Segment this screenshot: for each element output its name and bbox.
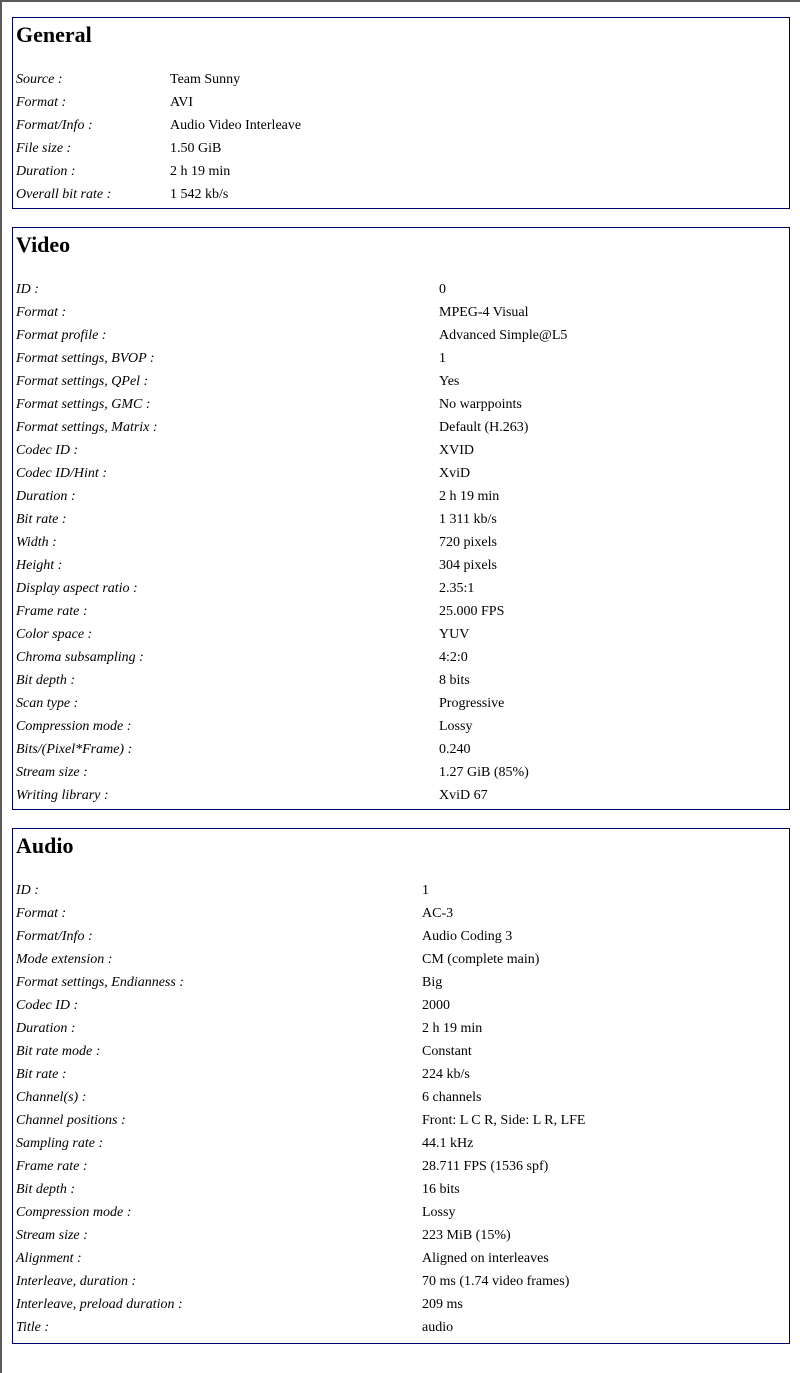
table-row: [16, 137, 786, 160]
field-label: ID :: [16, 883, 39, 898]
field-value: 2 h 19 min: [170, 164, 231, 179]
field-label: Channel positions :: [16, 1113, 126, 1128]
field-label: Bits/(Pixel*Frame) :: [16, 742, 133, 757]
table-row: [16, 554, 786, 577]
field-label: ID :: [16, 282, 39, 297]
table-row: [16, 1247, 786, 1270]
field-label: Format :: [16, 305, 67, 320]
field-label: Duration :: [16, 489, 76, 504]
table-row: [16, 531, 786, 554]
field-value: 224 kb/s: [422, 1067, 470, 1082]
field-value: Audio Coding 3: [422, 929, 513, 944]
table-row: [16, 370, 786, 393]
field-label: Sampling rate :: [16, 1136, 104, 1151]
field-value: AVI: [170, 95, 194, 110]
field-value: MPEG-4 Visual: [439, 305, 529, 320]
table-row: [16, 1155, 786, 1178]
field-label: Bit rate :: [16, 512, 67, 527]
field-label: Format/Info :: [16, 929, 93, 944]
field-label: Scan type :: [16, 696, 79, 711]
table-row: [16, 347, 786, 370]
field-label: Compression mode :: [16, 1205, 132, 1220]
field-value: 2 h 19 min: [422, 1021, 483, 1036]
table-row: [16, 160, 786, 183]
field-label: Duration :: [16, 164, 76, 179]
field-value: Big: [422, 975, 443, 990]
field-value: 8 bits: [439, 673, 470, 688]
field-value: Advanced Simple@L5: [439, 328, 568, 343]
table-row: [16, 1017, 786, 1040]
section-title: General: [16, 22, 92, 47]
table-row: [16, 1270, 786, 1293]
table-row: [16, 1293, 786, 1316]
field-label: Codec ID/Hint :: [16, 466, 107, 481]
table-row: [16, 278, 786, 301]
field-value: CM (complete main): [422, 952, 540, 967]
table-row: [16, 91, 786, 114]
field-label: Format settings, Matrix :: [16, 420, 158, 435]
field-value: 223 MiB (15%): [422, 1228, 511, 1243]
field-label: Interleave, duration :: [16, 1274, 137, 1289]
field-value: 28.711 FPS (1536 spf): [422, 1159, 549, 1174]
field-value: Default (H.263): [439, 420, 529, 435]
field-label: Color space :: [16, 627, 93, 642]
field-value: 0.240: [439, 742, 471, 757]
table-row: [16, 784, 786, 807]
table-row: [16, 738, 786, 761]
table-row: [16, 994, 786, 1017]
field-label: Codec ID :: [16, 998, 79, 1013]
table-row: [16, 971, 786, 994]
field-label: Format settings, Endianness :: [16, 975, 184, 990]
field-value: Constant: [422, 1044, 472, 1059]
field-value: 4:2:0: [439, 650, 468, 665]
field-label: Codec ID :: [16, 443, 79, 458]
table-row: [16, 485, 786, 508]
table-row: [16, 902, 786, 925]
field-value: 6 channels: [422, 1090, 482, 1105]
table-row: [16, 879, 786, 902]
field-value: 70 ms (1.74 video frames): [422, 1274, 570, 1289]
table-row: [16, 715, 786, 738]
video-section: [12, 227, 790, 810]
field-value: 25.000 FPS: [439, 604, 505, 619]
field-label: Compression mode :: [16, 719, 132, 734]
table-row: [16, 646, 786, 669]
field-value: 1: [422, 883, 429, 898]
field-label: Overall bit rate :: [16, 187, 112, 202]
table-row: [16, 669, 786, 692]
field-value: 0: [439, 282, 446, 297]
table-row: [16, 1201, 786, 1224]
table-row: [16, 761, 786, 784]
field-value: Yes: [439, 374, 460, 389]
table-row: [16, 1109, 786, 1132]
field-value: Lossy: [439, 719, 473, 734]
table-row: [16, 393, 786, 416]
field-label: Source :: [16, 72, 63, 87]
field-value: Team Sunny: [170, 72, 241, 87]
field-value: 720 pixels: [439, 535, 497, 550]
table-row: [16, 577, 786, 600]
field-value: XviD 67: [439, 788, 488, 803]
table-row: [16, 416, 786, 439]
table-row: [16, 324, 786, 347]
field-label: Height :: [16, 558, 63, 573]
table-row: [16, 1040, 786, 1063]
field-label: Bit depth :: [16, 673, 76, 688]
field-value: XviD: [439, 466, 471, 481]
table-row: [16, 692, 786, 715]
field-value: 44.1 kHz: [422, 1136, 474, 1151]
field-value: Lossy: [422, 1205, 456, 1220]
field-label: Frame rate :: [16, 604, 88, 619]
audio-section: [12, 828, 790, 1344]
section-title: Audio: [16, 833, 74, 858]
field-value: XVID: [439, 443, 474, 458]
field-label: Format :: [16, 906, 67, 921]
field-label: Frame rate :: [16, 1159, 88, 1174]
field-value: 1.27 GiB (85%): [439, 765, 529, 780]
field-label: Chroma subsampling :: [16, 650, 144, 665]
table-row: [16, 1063, 786, 1086]
table-row: [16, 925, 786, 948]
table-row: [16, 1178, 786, 1201]
field-value: Front: L C R, Side: L R, LFE: [422, 1113, 586, 1128]
field-label: Title :: [16, 1320, 50, 1335]
field-label: Alignment :: [16, 1251, 82, 1266]
table-row: [16, 462, 786, 485]
field-label: Bit rate :: [16, 1067, 67, 1082]
field-label: Writing library :: [16, 788, 109, 803]
table-row: [16, 183, 786, 206]
field-value: 2000: [422, 998, 450, 1013]
field-value: audio: [422, 1320, 454, 1335]
table-row: [16, 1224, 786, 1247]
table-row: [16, 301, 786, 324]
field-label: Stream size :: [16, 765, 88, 780]
field-label: Format settings, QPel :: [16, 374, 149, 389]
field-label: Bit depth :: [16, 1182, 76, 1197]
field-value: 16 bits: [422, 1182, 460, 1197]
field-value: 1: [439, 351, 446, 366]
field-value: YUV: [439, 627, 470, 642]
field-label: Format settings, GMC :: [16, 397, 151, 412]
table-row: [16, 623, 786, 646]
field-value: Aligned on interleaves: [422, 1251, 549, 1266]
general-section: [12, 17, 790, 209]
field-value: 209 ms: [422, 1297, 463, 1312]
field-value: 304 pixels: [439, 558, 497, 573]
table-row: [16, 600, 786, 623]
field-value: No warppoints: [439, 397, 522, 412]
field-label: Interleave, preload duration :: [16, 1297, 183, 1312]
table-row: [16, 68, 786, 91]
general-table: [16, 68, 786, 206]
table-row: [16, 948, 786, 971]
field-value: AC-3: [422, 906, 454, 921]
field-value: 2.35:1: [439, 581, 475, 596]
field-label: Format settings, BVOP :: [16, 351, 155, 366]
field-value: 1 311 kb/s: [439, 512, 497, 527]
field-value: Progressive: [439, 696, 505, 711]
field-label: Format profile :: [16, 328, 107, 343]
field-label: Width :: [16, 535, 57, 550]
field-label: Bit rate mode :: [16, 1044, 101, 1059]
section-title: Video: [16, 232, 71, 257]
audio-table: [16, 879, 786, 1339]
field-label: Format/Info :: [16, 118, 93, 133]
field-label: Format :: [16, 95, 67, 110]
field-label: Duration :: [16, 1021, 76, 1036]
table-row: [16, 1132, 786, 1155]
field-value: 1 542 kb/s: [170, 187, 229, 202]
field-value: 1.50 GiB: [170, 141, 222, 156]
video-table: [16, 278, 786, 807]
table-row: [16, 1086, 786, 1109]
table-row: [16, 508, 786, 531]
table-row: [16, 439, 786, 462]
field-label: Channel(s) :: [16, 1090, 87, 1105]
field-value: Audio Video Interleave: [170, 118, 302, 133]
field-label: Mode extension :: [16, 952, 113, 967]
field-label: File size :: [16, 141, 72, 156]
table-row: [16, 114, 786, 137]
table-row: [16, 1316, 786, 1339]
field-value: 2 h 19 min: [439, 489, 500, 504]
field-label: Stream size :: [16, 1228, 88, 1243]
field-label: Display aspect ratio :: [16, 581, 138, 596]
